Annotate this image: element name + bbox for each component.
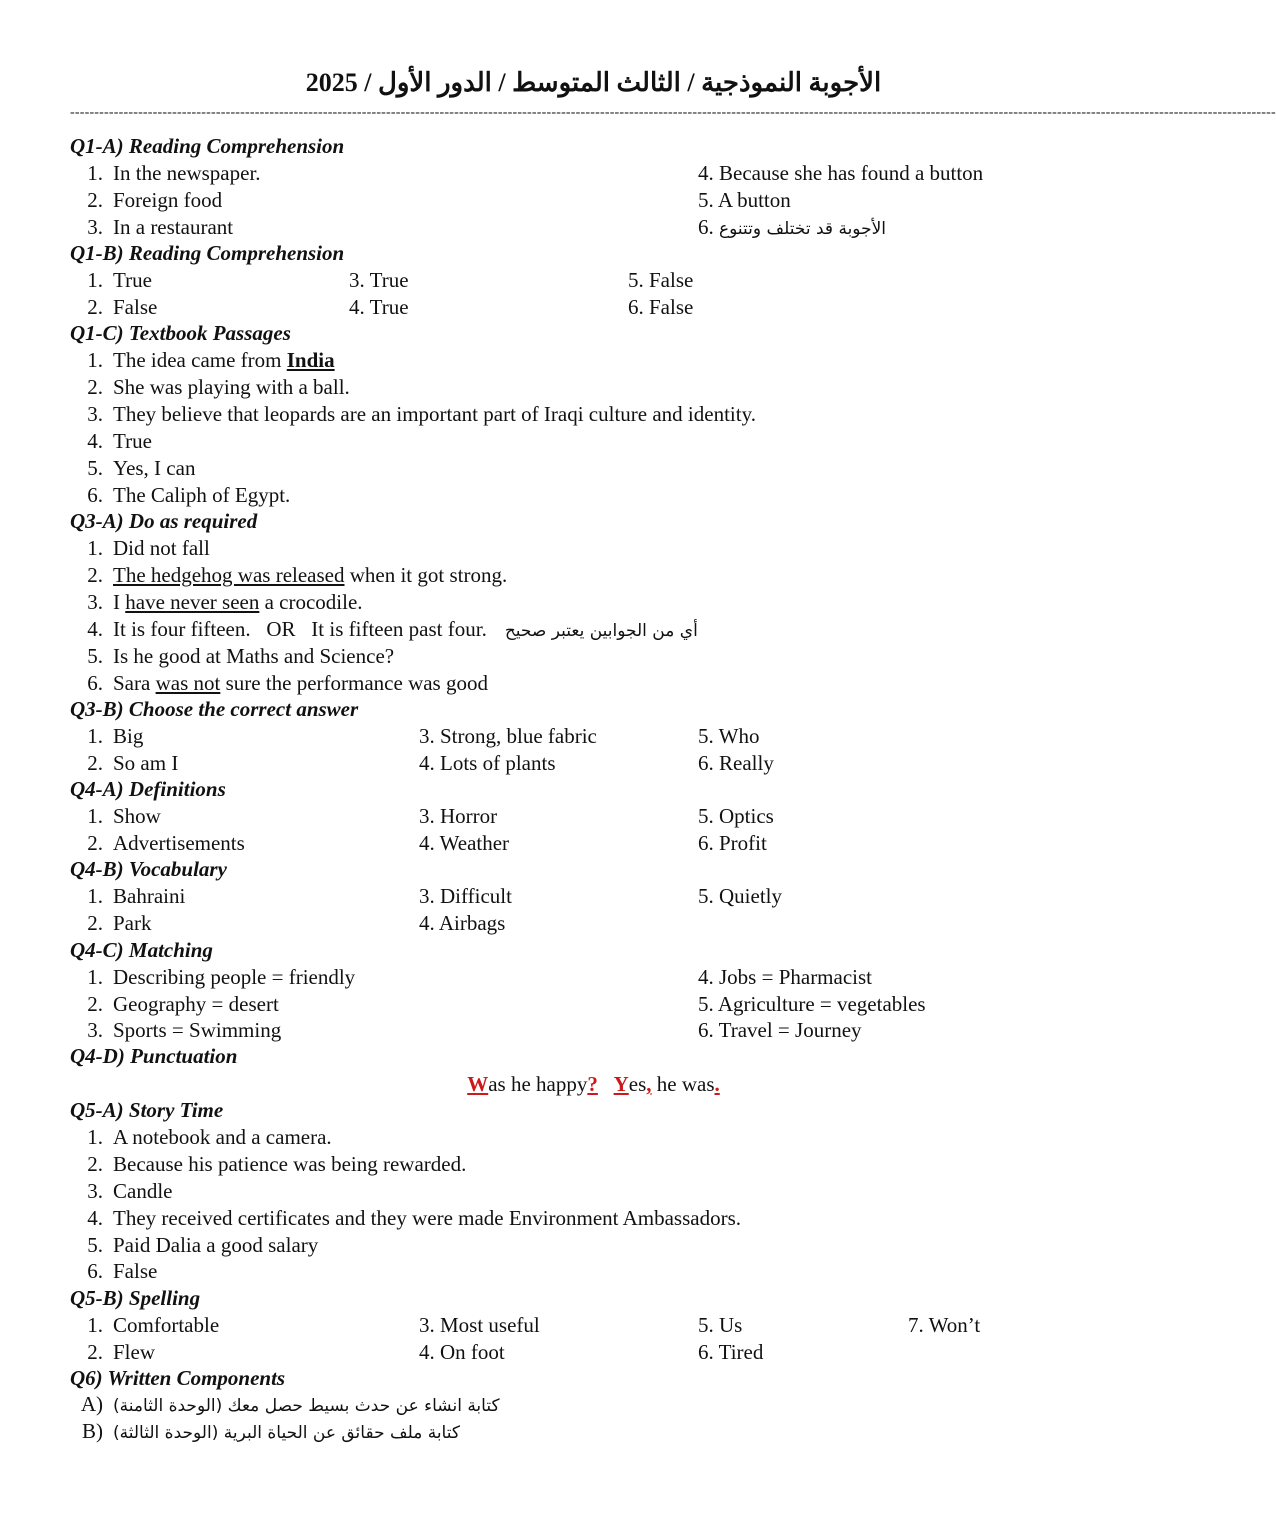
list-item: 7. Won’t: [908, 1313, 981, 1337]
list-item: 4. On foot: [419, 1340, 505, 1364]
section-heading-q1b: Q1-B) Reading Comprehension: [70, 241, 345, 265]
list-item: 5. Is he good at Maths and Science?: [87, 644, 395, 668]
list-item: 2. Advertisements: [87, 831, 245, 855]
list-item: 1. Describing people = friendly: [87, 965, 356, 989]
list-item: 3. Strong, blue fabric: [419, 724, 597, 748]
section-heading-q1c: Q1-C) Textbook Passages: [70, 321, 291, 345]
list-item: 2. Park: [87, 911, 152, 935]
list-item: 3. True: [349, 268, 409, 292]
list-item: 2. So am I: [87, 751, 179, 775]
list-item: 3. They believe that leopards are an important part of Iraqi culture and identity.: [87, 402, 756, 426]
list-item: 1. A notebook and a camera.: [87, 1125, 332, 1149]
list-item: 5. Yes, I can: [87, 456, 196, 480]
list-item: 2. The hedgehog was released when it got strong.: [87, 563, 508, 587]
list-item: 4. Jobs = Pharmacist: [698, 965, 872, 989]
list-item: 6. The Caliph of Egypt.: [87, 483, 291, 507]
section-heading-q4c: Q4-C) Matching: [70, 938, 213, 962]
list-item: 3. Sports = Swimming: [87, 1018, 282, 1042]
list-item: 5. Who: [698, 724, 760, 748]
separator-line: --------------------------------------------------------------------------------------------------------------------------------------------------------------------------------------------------------------------------------------------------------: [70, 105, 1276, 120]
list-item: 2. Because his patience was being rewarded.: [87, 1152, 467, 1176]
list-item: 2. She was playing with a ball.: [87, 375, 350, 399]
section-heading-q6: Q6) Written Components: [70, 1366, 286, 1390]
list-item: 2. Geography = desert: [87, 992, 279, 1016]
list-item: 1. Did not fall: [87, 536, 210, 560]
section-heading-q3a: Q3-A) Do as required: [70, 509, 258, 533]
list-item: 5. Us: [698, 1313, 743, 1337]
punctuation-answer: Was he happy? Yes, he was.: [467, 1072, 720, 1096]
list-item: 6. False: [87, 1259, 158, 1283]
list-item: 5. Agriculture = vegetables: [698, 992, 926, 1016]
section-heading-q5b: Q5-B) Spelling: [70, 1286, 201, 1310]
list-item: 1. True: [87, 268, 152, 292]
list-item: 6. False: [628, 295, 694, 319]
list-item: A) كتابة انشاء عن حدث بسيط حصل معك (الوحدة الثامنة): [80, 1392, 500, 1416]
list-item: 5. A button: [698, 188, 791, 212]
list-item: 3. Most useful: [419, 1313, 540, 1337]
list-item: 6. Travel = Journey: [698, 1018, 862, 1042]
list-item: 2. False: [87, 295, 158, 319]
list-item: 1. Show: [87, 804, 161, 828]
section-heading-q4a: Q4-A) Definitions: [70, 777, 226, 801]
section-heading-q4d: Q4-D) Punctuation: [70, 1044, 238, 1068]
list-item: 3. Difficult: [419, 884, 512, 908]
list-item: 3. I have never seen a crocodile.: [87, 590, 363, 614]
list-item: 5. Optics: [698, 804, 774, 828]
list-item: 5. Paid Dalia a good salary: [87, 1233, 319, 1257]
list-item: 4. True: [87, 429, 152, 453]
list-item: 6. الأجوبة قد تختلف وتتنوع: [698, 215, 887, 239]
list-item: 1. In the newspaper.: [87, 161, 261, 185]
list-item: 2. Flew: [87, 1340, 155, 1364]
list-item: 4. They received certificates and they were made Environment Ambassadors.: [87, 1206, 742, 1230]
list-item: 1. Big: [87, 724, 144, 748]
list-item: 4. It is four fifteen. OR It is fifteen past four. أي من الجوابين يعتبر صحيح: [87, 617, 698, 641]
page-title: الأجوبة النموذجية / الثالث المتوسط / الدور الأول / 2025: [305, 68, 882, 97]
list-item: 5. Quietly: [698, 884, 782, 908]
section-heading-q5a: Q5-A) Story Time: [70, 1098, 224, 1122]
list-item: 1. The idea came from India: [87, 348, 335, 372]
list-item: 4. Weather: [419, 831, 510, 855]
list-item: 3. Candle: [87, 1179, 173, 1203]
list-item: 4. Lots of plants: [419, 751, 556, 775]
list-item: 6. Profit: [698, 831, 767, 855]
list-item: 3. In a restaurant: [87, 215, 234, 239]
list-item: 1. Comfortable: [87, 1313, 220, 1337]
list-item: 6. Sara was not sure the performance was good: [87, 671, 488, 695]
list-item: 3. Horror: [419, 804, 498, 828]
list-item: 5. False: [628, 268, 694, 292]
list-item: 6. Tired: [698, 1340, 764, 1364]
section-heading-q1a: Q1-A) Reading Comprehension: [70, 134, 345, 158]
list-item: 1. Bahraini: [87, 884, 186, 908]
list-item: B) كتابة ملف حقائق عن الحياة البرية (الوحدة الثالثة): [82, 1419, 460, 1443]
list-item: 2. Foreign food: [87, 188, 223, 212]
list-item: 4. True: [349, 295, 409, 319]
list-item: 4. Airbags: [419, 911, 506, 935]
list-item: 6. Really: [698, 751, 774, 775]
section-heading-q4b: Q4-B) Vocabulary: [70, 857, 227, 881]
section-heading-q3b: Q3-B) Choose the correct answer: [70, 697, 359, 721]
list-item: 4. Because she has found a button: [698, 161, 984, 185]
